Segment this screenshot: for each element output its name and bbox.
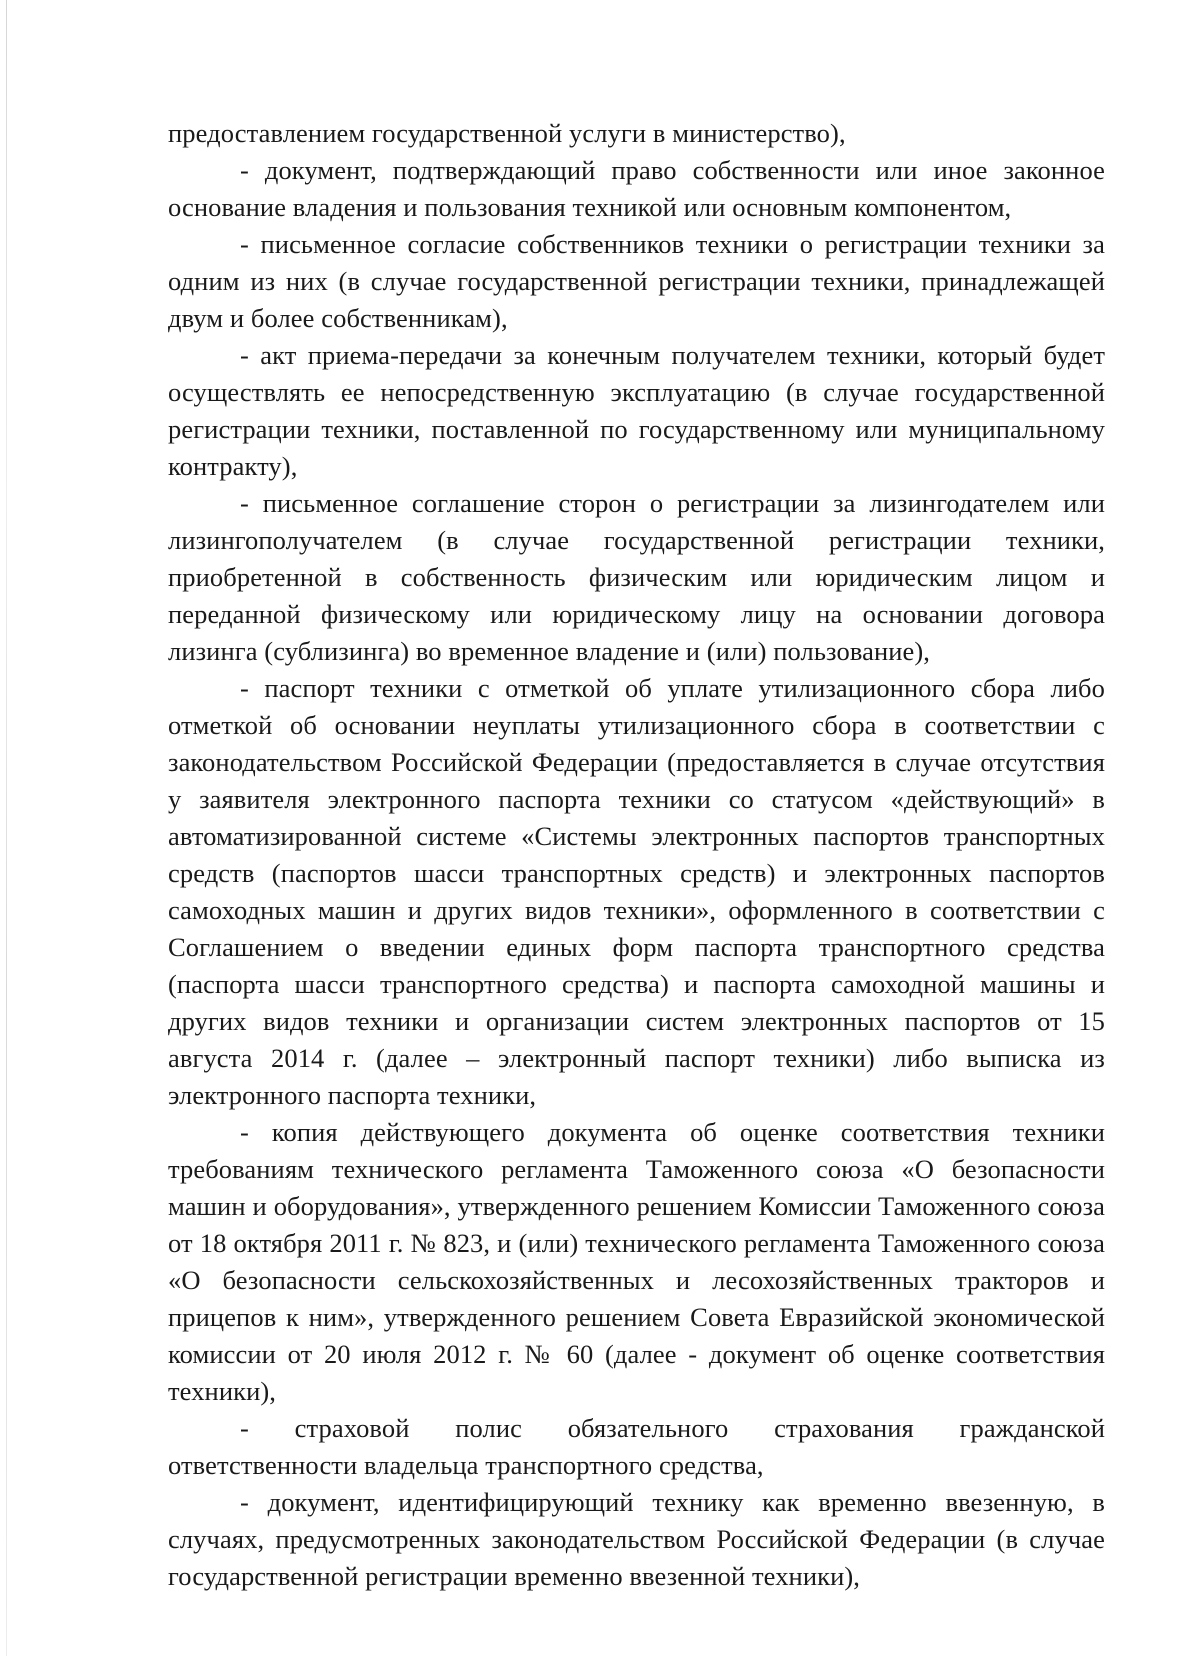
list-item-vehicle-passport: - паспорт техники с отметкой об уплате утилизационного сбора либо отметкой об основании неуплаты утилизационного сбора в соответствии с законодательством Российской Федерации (предоставляется в случае отсутствия у заявителя электронного паспорта техники со статусом «действующий» в автоматизированной системе «Системы электронных паспортов транспортных средств (паспортов шасси транспортных средств) и электронных паспортов самоходных машин и других видов техники», оформленного в соответствии с Соглашением о введении единых форм паспорта транспортного средства (паспорта шасси транспортного средства) и паспорта самоходной машины и других видов техники и организации систем электронных паспортов от 15 августа 2014 г. (далее – электронный паспорт техники) либо выписка из электронного паспорта техники, [168, 673, 1105, 1110]
list-item-temporary-import-document: - документ, идентифицирующий технику как временно ввезенную, в случаях, предусмотренных законодательством Российской Федерации (в случае государственной регистрации временно ввезенной техники), [168, 1487, 1105, 1591]
list-item-ownership-document: - документ, подтверждающий право собственности или иное законное основание владения и пользования техникой или основным компонентом, [168, 155, 1105, 222]
list-item-conformity-document: - копия действующего документа об оценке соответствия техники требованиям технического регламента Таможенного союза «О безопасности машин и оборудования», утвержденного решением Комиссии Таможенного союза от 18 октября 2011 г. № 823, и (или) технического регламента Таможенного союза «О безопасности сельскохозяйственных и лесохозяйственных тракторов и прицепов к ним», утвержденного решением Совета Евразийской экономической комиссии от 20 июля 2012 г. № 60 (далее - документ об оценке соответствия техники), [168, 1117, 1105, 1406]
document-body [168, 115, 1105, 1595]
list-item-leasing-agreement: - письменное соглашение сторон о регистрации за лизингодателем или лизингополучателем (в случае государственной регистрации техники, приобретенной в собственность физическим или юридическим лицом и переданной физическому или юридическому лицу на основании договора лизинга (сублизинга) во временное владение и (или) пользование), [168, 488, 1105, 666]
paragraph-continuation: предоставлением государственной услуги в министерство), [168, 118, 846, 148]
list-item-owners-consent: - письменное согласие собственников техники о регистрации техники за одним из них (в случае государственной регистрации техники, принадлежащей двум и более собственникам), [168, 229, 1105, 333]
list-item-insurance-policy: - страховой полис обязательного страхования гражданской ответственности владельца транспортного средства, [168, 1413, 1105, 1480]
scan-edge-line [6, 0, 7, 1656]
list-item-transfer-act: - акт приема-передачи за конечным получателем техники, который будет осуществлять ее непосредственную эксплуатацию (в случае государственной регистрации техники, поставленной по государственному или муниципальному контракту), [168, 340, 1105, 481]
